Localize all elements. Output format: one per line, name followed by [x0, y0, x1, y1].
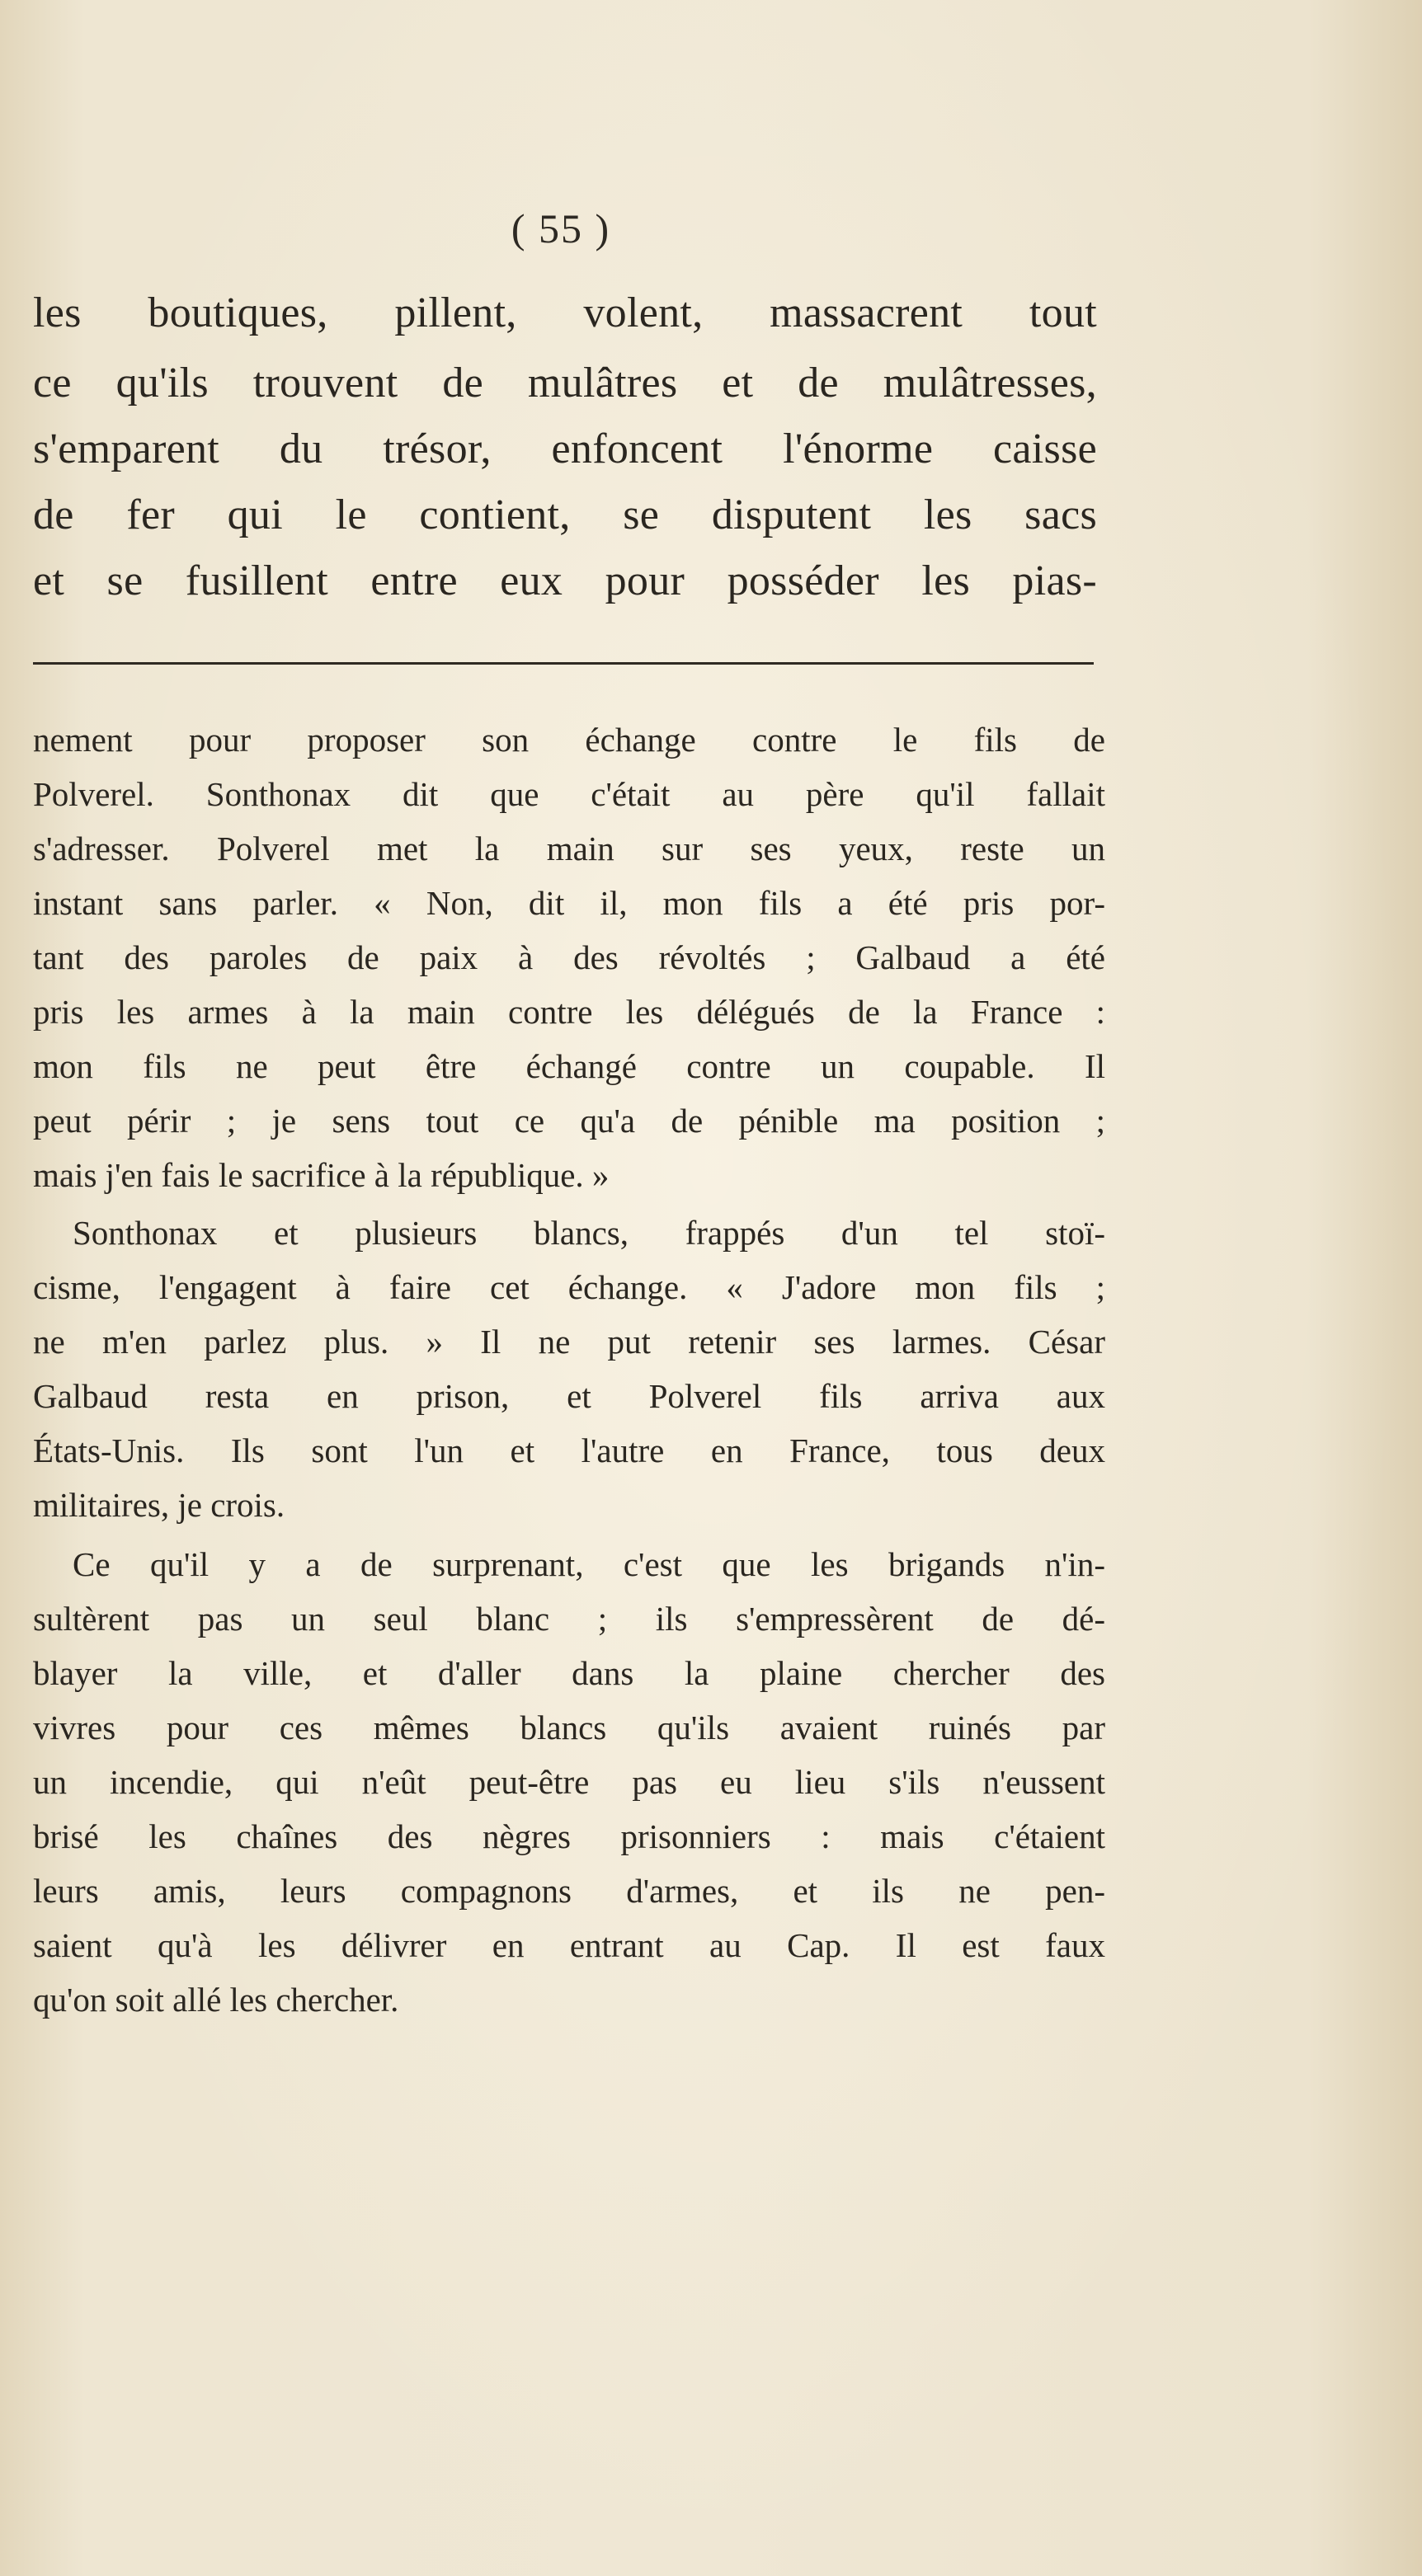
- footnote-line: Ce qu'il y a de surprenant, c'est que les brigands n'in-: [73, 1545, 1105, 1583]
- footnote-line: instant sans parler. « Non, dit il, mon fils a été pris por-: [33, 884, 1105, 922]
- footnote-line: saient qu'à les délivrer en entrant au Cap. Il est faux: [33, 1926, 1105, 1964]
- page-number: ( 55 ): [511, 205, 611, 251]
- footnote-line: États-Unis. Ils sont l'un et l'autre en France, tous deux: [33, 1431, 1105, 1469]
- footnote-line: ne m'en parlez plus. » Il ne put retenir ses larmes. César: [33, 1323, 1105, 1361]
- footnote-line: peut périr ; je sens tout ce qu'a de pénible ma position ;: [33, 1102, 1105, 1140]
- main-text-line: et se fusillent entre eux pour posséder les pias-: [33, 557, 1097, 604]
- footnote-line: Polverel. Sonthonax dit que c'était au père qu'il fallait: [33, 775, 1105, 813]
- footnote-line: militaires, je crois.: [33, 1486, 285, 1524]
- footnote-line: nement pour proposer son échange contre le fils de: [33, 721, 1105, 759]
- footnote-line: blayer la ville, et d'aller dans la plaine chercher des: [33, 1654, 1105, 1692]
- main-text-line: ce qu'ils trouvent de mulâtres et de mulâtresses,: [33, 360, 1097, 407]
- footnote-line: un incendie, qui n'eût peut-être pas eu lieu s'ils n'eussent: [33, 1763, 1105, 1801]
- footnote-line: mon fils ne peut être échangé contre un coupable. Il: [33, 1047, 1105, 1085]
- footnote-line: tant des paroles de paix à des révoltés ; Galbaud a été: [33, 938, 1105, 976]
- footnote-line: leurs amis, leurs compagnons d'armes, et ils ne pen-: [33, 1872, 1105, 1910]
- footnote-line: sultèrent pas un seul blanc ; ils s'empressèrent de dé-: [33, 1600, 1105, 1638]
- footnote-line: vivres pour ces mêmes blancs qu'ils avaient ruinés par: [33, 1709, 1105, 1746]
- footnote-line: Galbaud resta en prison, et Polverel fils arriva aux: [33, 1377, 1105, 1415]
- footnote-line: mais j'en fais le sacrifice à la république. »: [33, 1156, 610, 1194]
- footnote-line: pris les armes à la main contre les délégués de la France :: [33, 993, 1105, 1031]
- footnote-separator: [33, 662, 1094, 665]
- main-text-line: de fer qui le contient, se disputent les sacs: [33, 491, 1097, 538]
- footnote-line: brisé les chaînes des nègres prisonniers : mais c'étaient: [33, 1817, 1105, 1855]
- main-text-line: les boutiques, pillent, volent, massacrent tout: [33, 289, 1097, 336]
- footnote-line: cisme, l'engagent à faire cet échange. « J'adore mon fils ;: [33, 1268, 1105, 1306]
- footnote-line: s'adresser. Polverel met la main sur ses yeux, reste un: [33, 830, 1105, 867]
- main-text-line: s'emparent du trésor, enfoncent l'énorme caisse: [33, 425, 1097, 472]
- footnote-line: qu'on soit allé les chercher.: [33, 1981, 399, 2019]
- footnote-line: Sonthonax et plusieurs blancs, frappés d'un tel stoï-: [73, 1214, 1105, 1252]
